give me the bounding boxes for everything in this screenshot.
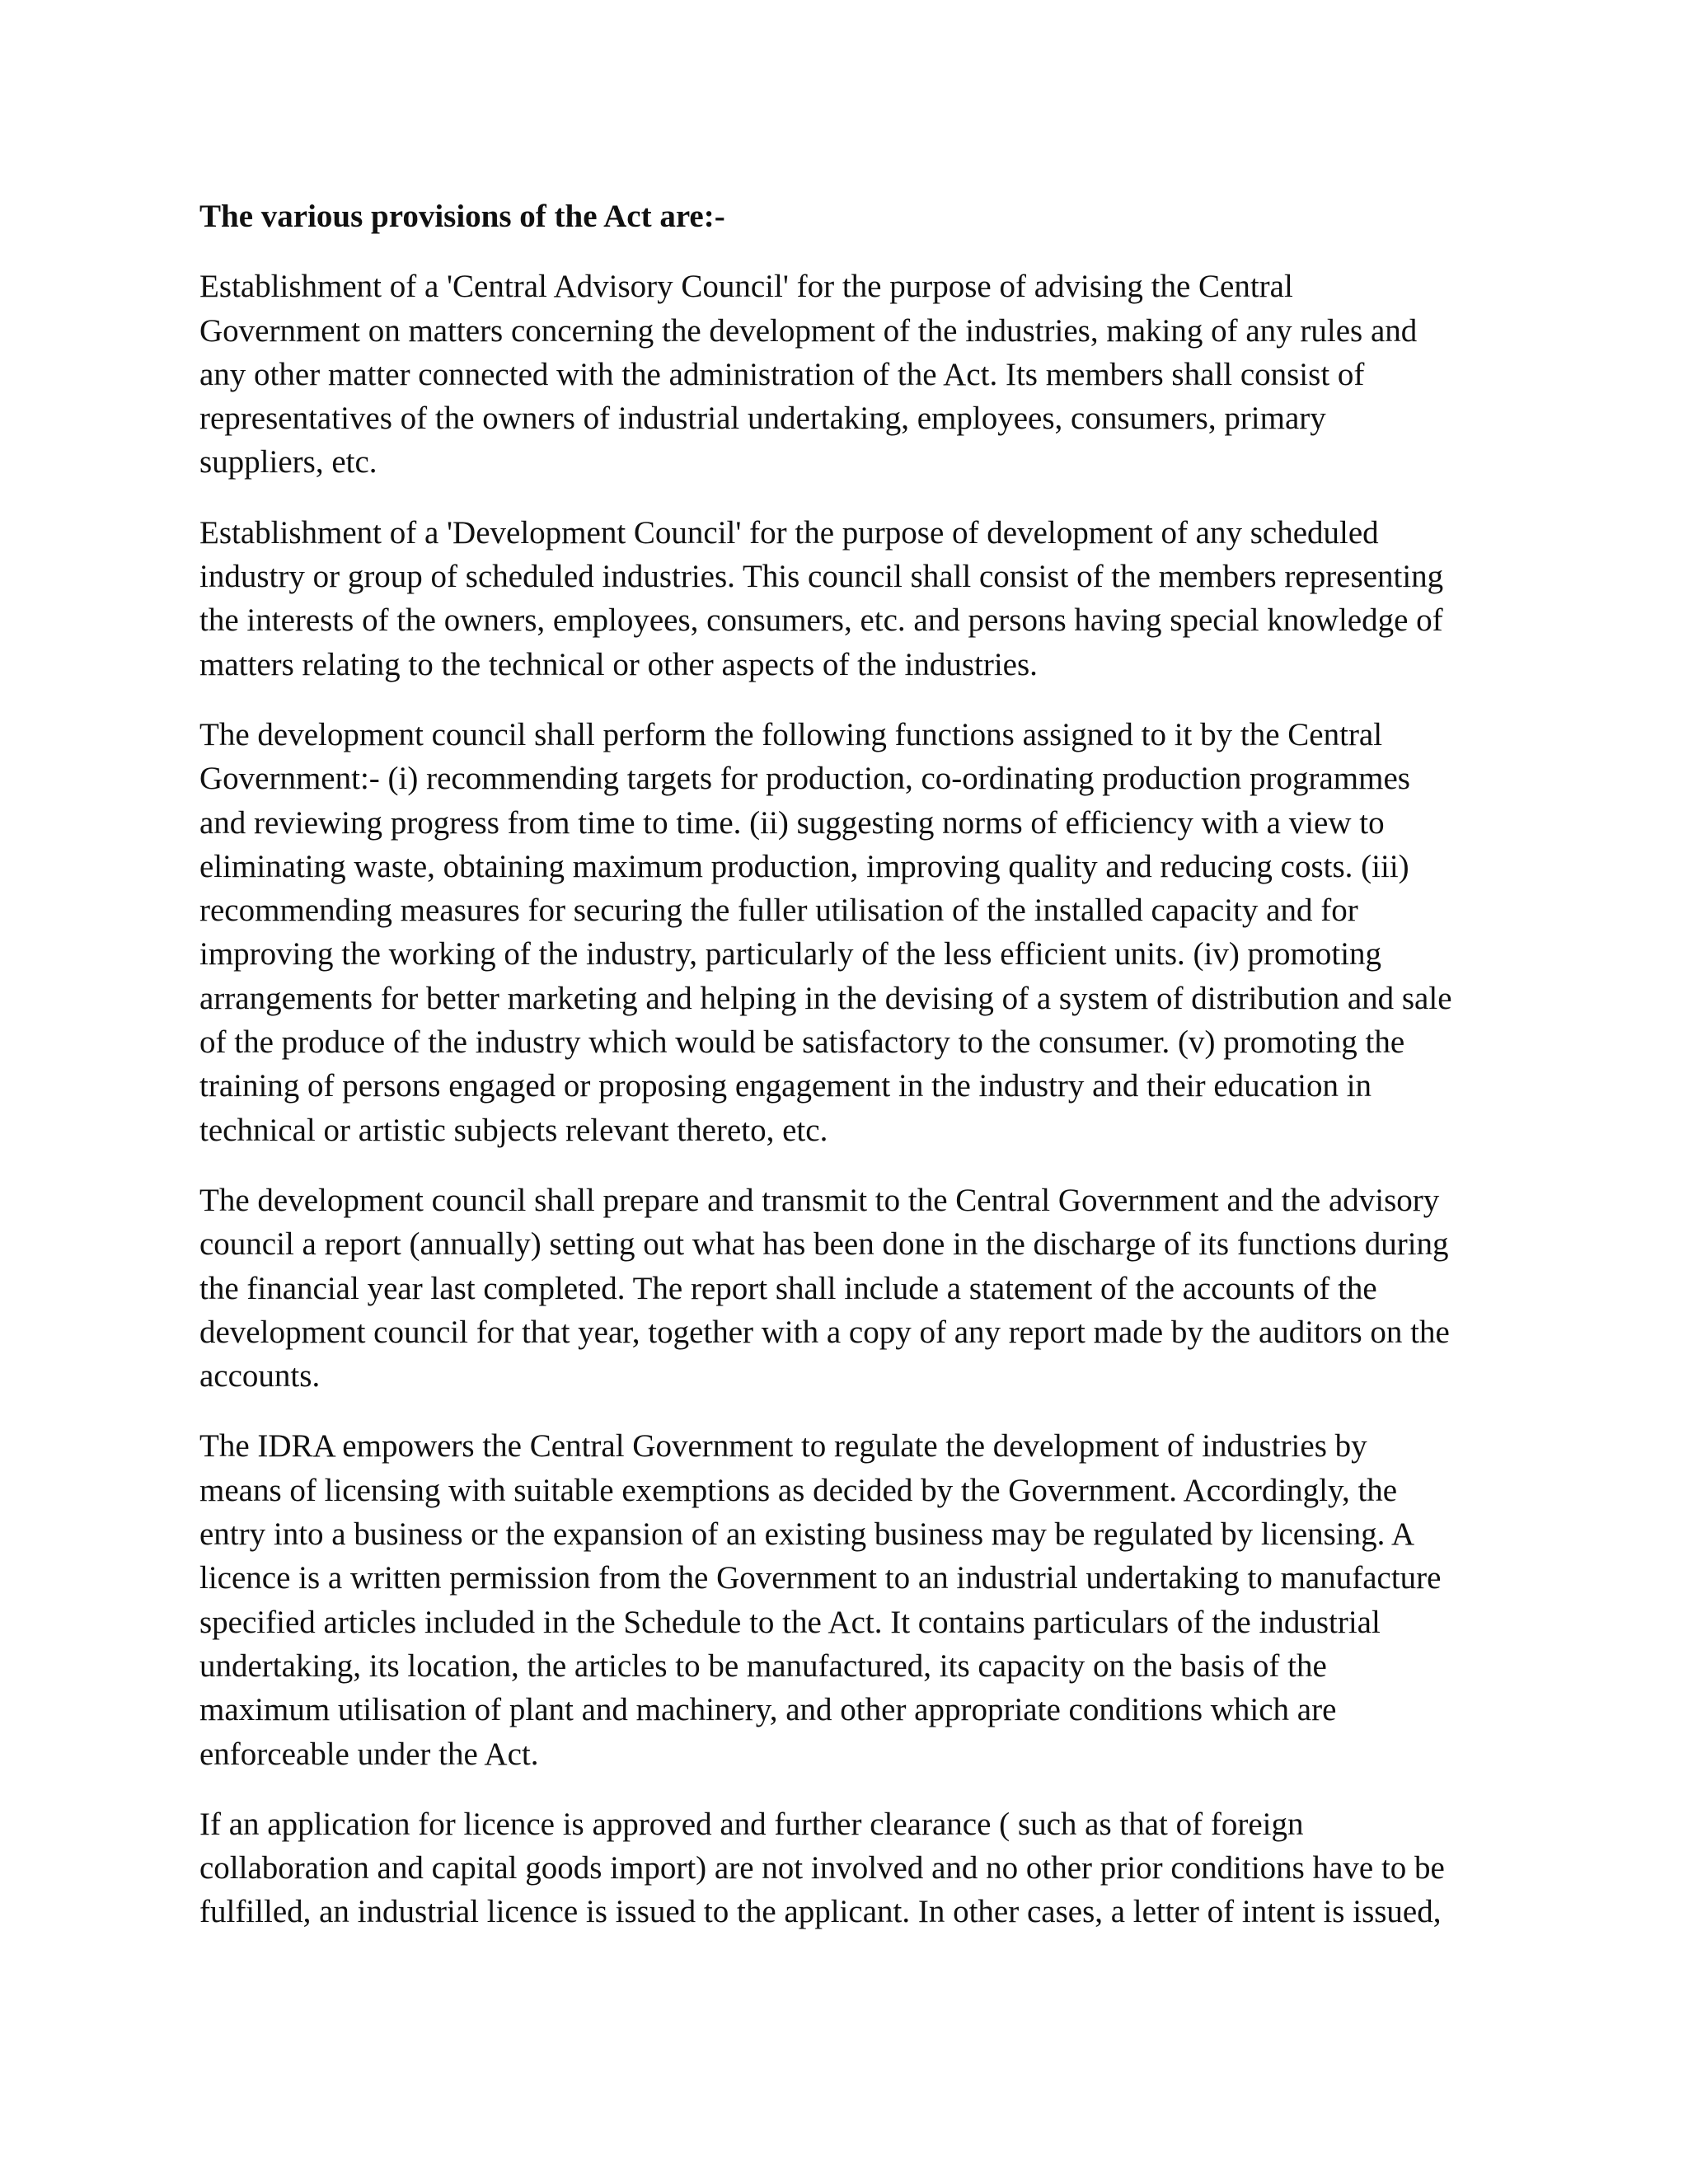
paragraph-line: fulfilled, an industrial licence is issued to the applicant. In other cases, a letter of intent is issued,	[199, 1894, 1442, 1930]
document-heading: The various provisions of the Act are:-	[199, 199, 725, 234]
paragraph-line: representatives of the owners of industrial undertaking, employees, consumers, primary	[199, 401, 1326, 437]
paragraph	[199, 713, 1485, 1152]
paragraph-line: The IDRA empowers the Central Government to regulate the development of industries by	[199, 1428, 1367, 1465]
paragraph	[199, 1179, 1485, 1398]
paragraph-line: development council for that year, together with a copy of any report made by the auditors on the	[199, 1314, 1450, 1350]
paragraph-line: Establishment of a 'Central Advisory Council' for the purpose of advising the Central	[199, 269, 1293, 305]
paragraph-line: any other matter connected with the administration of the Act. Its members shall consist of	[199, 356, 1365, 392]
paragraph-line: Establishment of a 'Development Council' for the purpose of development of any scheduled	[199, 514, 1379, 551]
paragraph-line: council a report (annually) setting out what has been done in the discharge of its functions during	[199, 1226, 1449, 1263]
paragraph-line: entry into a business or the expansion of an existing business may be regulated by licensing. A	[199, 1516, 1415, 1553]
paragraph-line: collaboration and capital goods import) are not involved and no other prior conditions have to be	[199, 1850, 1445, 1886]
paragraph-line: improving the working of the industry, particularly of the less efficient units. (iv) promoting	[199, 936, 1382, 972]
paragraph-line: accounts.	[199, 1358, 321, 1394]
paragraph-line: suppliers, etc.	[199, 444, 377, 480]
paragraph-line: the financial year last completed. The report shall include a statement of the accounts of the	[199, 1270, 1377, 1306]
paragraph-line: arrangements for better marketing and helping in the devising of a system of distribution and sale	[199, 980, 1452, 1016]
paragraph-line: licence is a written permission from the Government to an industrial undertaking to manufacture	[199, 1560, 1442, 1596]
paragraph	[199, 265, 1485, 484]
document-body	[199, 265, 1485, 1933]
paragraph-line: Government:- (i) recommending targets for production, co-ordinating production programmes	[199, 761, 1410, 797]
paragraph-line: training of persons engaged or proposing engagement in the industry and their education in	[199, 1068, 1372, 1104]
paragraph-line: eliminating waste, obtaining maximum production, improving quality and reducing costs. (iii)	[199, 848, 1409, 884]
paragraph-line: recommending measures for securing the fuller utilisation of the installed capacity and for	[199, 893, 1358, 929]
paragraph	[199, 1424, 1485, 1775]
paragraph-line: The development council shall perform the following functions assigned to it by the Central	[199, 716, 1383, 752]
paragraph	[199, 511, 1485, 687]
paragraph-line: matters relating to the technical or other aspects of the industries.	[199, 646, 1038, 682]
paragraph-line: maximum utilisation of plant and machinery, and other appropriate conditions which are	[199, 1692, 1337, 1728]
paragraph-line: enforceable under the Act.	[199, 1736, 539, 1772]
paragraph-line: technical or artistic subjects relevant thereto, etc.	[199, 1112, 828, 1148]
paragraph-line: and reviewing progress from time to time. (ii) suggesting norms of efficiency with a view to	[199, 804, 1385, 841]
document-page	[199, 194, 1485, 1961]
paragraph-line: If an application for licence is approved and further clearance ( such as that of foreign	[199, 1806, 1304, 1842]
paragraph	[199, 1802, 1485, 1934]
paragraph-line: undertaking, its location, the articles to be manufactured, its capacity on the basis of the	[199, 1647, 1327, 1684]
paragraph-line: industry or group of scheduled industries. This council shall consist of the members representing	[199, 559, 1444, 595]
paragraph-line: specified articles included in the Schedule to the Act. It contains particulars of the industrial	[199, 1604, 1381, 1640]
paragraph-line: the interests of the owners, employees, consumers, etc. and persons having special knowledge of	[199, 602, 1443, 639]
paragraph-line: means of licensing with suitable exemptions as decided by the Government. Accordingly, the	[199, 1472, 1398, 1508]
paragraph-line: Government on matters concerning the development of the industries, making of any rules and	[199, 312, 1418, 349]
paragraph-line: The development council shall prepare and transmit to the Central Government and the advisory	[199, 1182, 1440, 1218]
paragraph-line: of the produce of the industry which would be satisfactory to the consumer. (v) promoting the	[199, 1024, 1405, 1061]
